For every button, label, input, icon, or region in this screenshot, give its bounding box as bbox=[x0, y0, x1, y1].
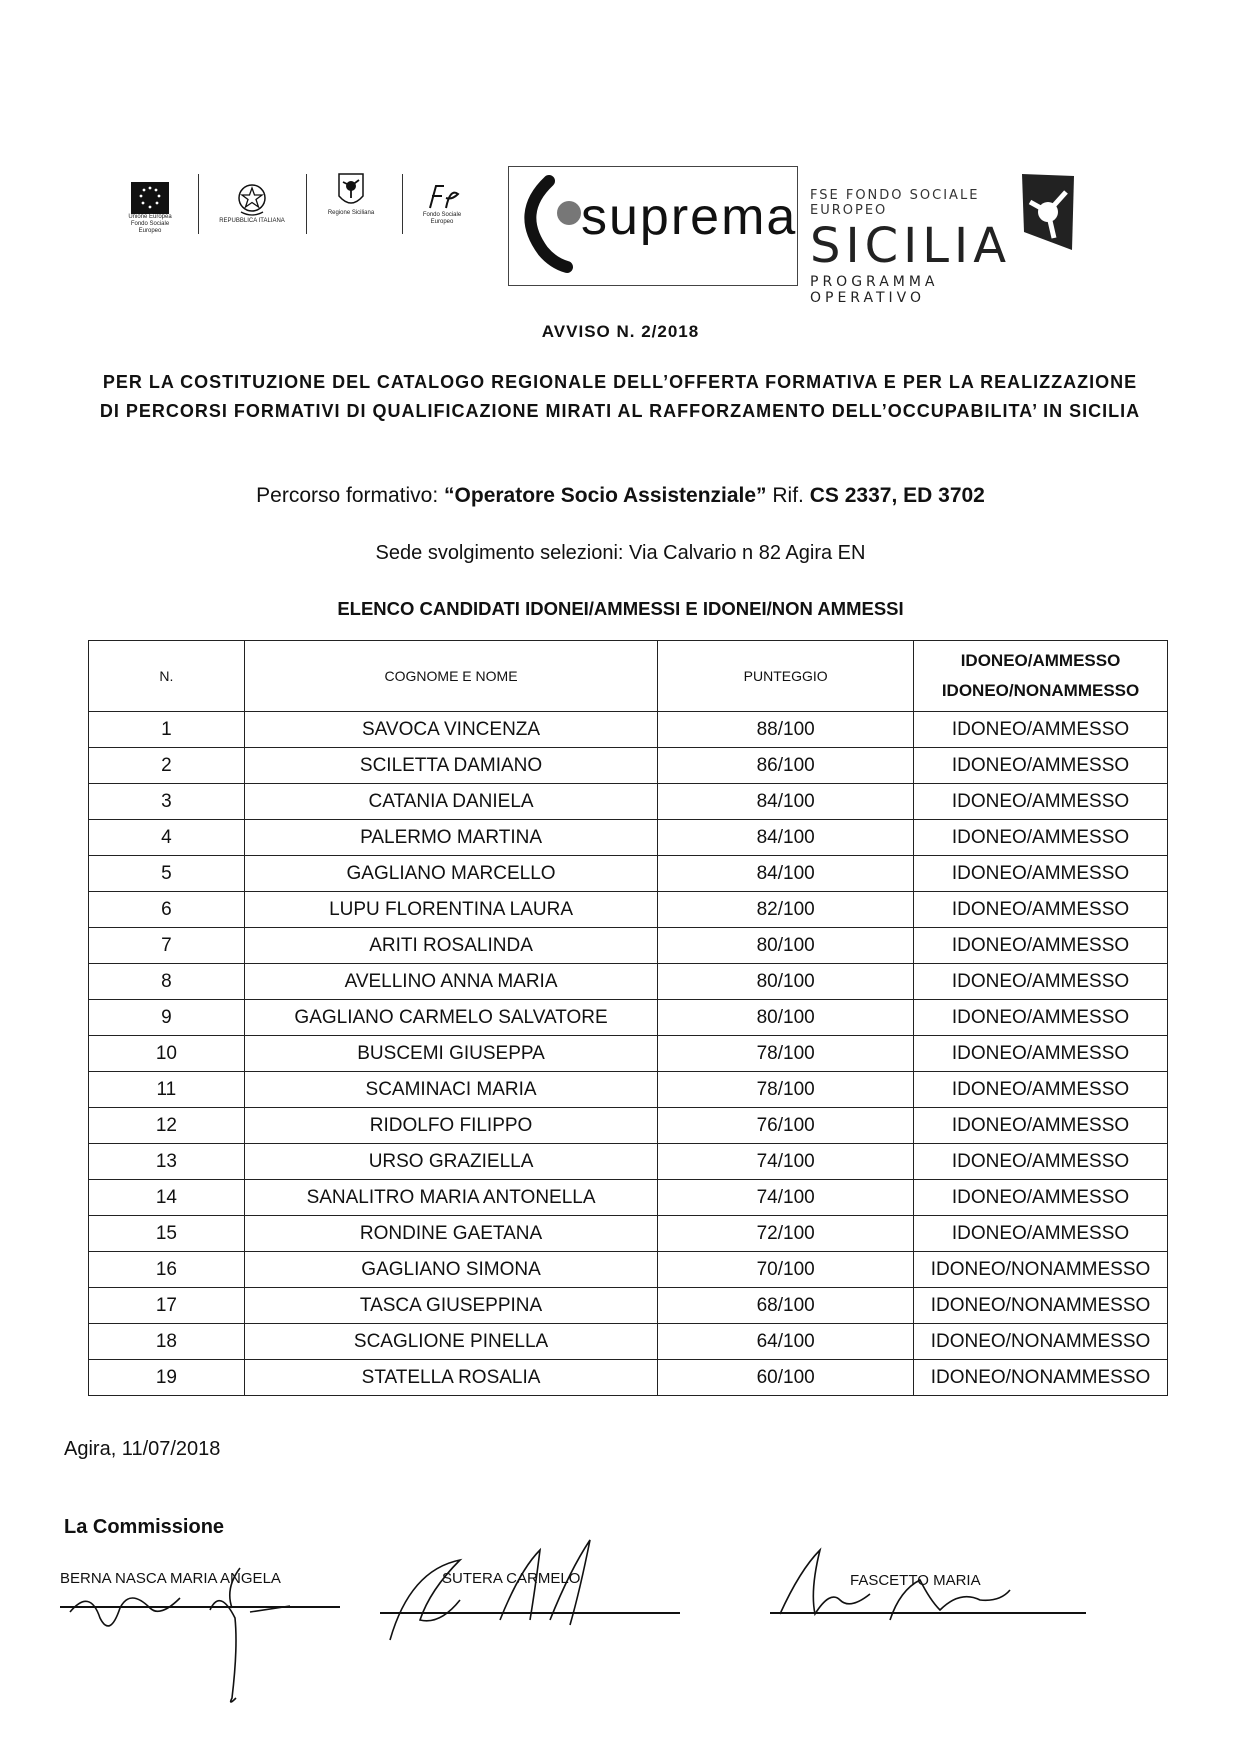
trinacria-icon bbox=[1018, 172, 1076, 254]
fse-sicilia-logo bbox=[810, 170, 1012, 306]
cell-name: STATELLA ROSALIA bbox=[244, 1360, 658, 1396]
logo-divider bbox=[402, 174, 403, 234]
suprema-wordmark: suprema bbox=[581, 188, 798, 246]
cell-score: 84/100 bbox=[658, 784, 914, 820]
italian-republic-logo bbox=[212, 180, 292, 225]
table-row bbox=[89, 1180, 1168, 1216]
cell-status: IDONEO/AMMESSO bbox=[914, 892, 1168, 928]
signature-block-3 bbox=[770, 1530, 1090, 1650]
cell-score: 78/100 bbox=[658, 1036, 914, 1072]
cell-name: GAGLIANO SIMONA bbox=[244, 1252, 658, 1288]
suprema-logo bbox=[508, 166, 798, 286]
sicily-region-caption: Regione Siciliana bbox=[327, 210, 375, 216]
cell-name: RIDOLFO FILIPPO bbox=[244, 1108, 658, 1144]
table-row bbox=[89, 1324, 1168, 1360]
fse-logo-caption: Fondo Sociale Europeo bbox=[422, 212, 462, 225]
cell-status: IDONEO/AMMESSO bbox=[914, 820, 1168, 856]
cell-number: 16 bbox=[89, 1252, 245, 1288]
table-row bbox=[89, 1072, 1168, 1108]
handwritten-signature-icon bbox=[370, 1530, 680, 1650]
cell-number: 4 bbox=[89, 820, 245, 856]
table-row bbox=[89, 1000, 1168, 1036]
cell-name: PALERMO MARTINA bbox=[244, 820, 658, 856]
logo-divider bbox=[306, 174, 307, 234]
table-row bbox=[89, 1144, 1168, 1180]
cell-name: AVELLINO ANNA MARIA bbox=[244, 964, 658, 1000]
header-score: PUNTEGGIO bbox=[658, 641, 914, 712]
signature-block-2 bbox=[370, 1530, 680, 1650]
cell-status: IDONEO/AMMESSO bbox=[914, 1036, 1168, 1072]
fse-logo bbox=[412, 182, 472, 226]
cell-name: GAGLIANO CARMELO SALVATORE bbox=[244, 1000, 658, 1036]
cell-score: 60/100 bbox=[658, 1360, 914, 1396]
cell-status: IDONEO/NONAMMESSO bbox=[914, 1360, 1168, 1396]
course-line bbox=[0, 484, 1241, 508]
cell-number: 15 bbox=[89, 1216, 245, 1252]
cell-score: 78/100 bbox=[658, 1072, 914, 1108]
cell-score: 88/100 bbox=[658, 712, 914, 748]
cell-score: 64/100 bbox=[658, 1324, 914, 1360]
cell-number: 6 bbox=[89, 892, 245, 928]
cell-number: 5 bbox=[89, 856, 245, 892]
cell-number: 18 bbox=[89, 1324, 245, 1360]
cell-status: IDONEO/NONAMMESSO bbox=[914, 1252, 1168, 1288]
sicily-region-emblem-icon bbox=[337, 172, 365, 210]
table-row bbox=[89, 892, 1168, 928]
table-body bbox=[89, 712, 1168, 1396]
cell-number: 12 bbox=[89, 1108, 245, 1144]
table-row bbox=[89, 1036, 1168, 1072]
cell-number: 7 bbox=[89, 928, 245, 964]
cell-status: IDONEO/AMMESSO bbox=[914, 1108, 1168, 1144]
cell-status: IDONEO/NONAMMESSO bbox=[914, 1288, 1168, 1324]
table-row bbox=[89, 784, 1168, 820]
cell-score: 82/100 bbox=[658, 892, 914, 928]
cell-name: SANALITRO MARIA ANTONELLA bbox=[244, 1180, 658, 1216]
signature-block-1 bbox=[60, 1548, 340, 1708]
course-label: Percorso formativo: bbox=[256, 484, 439, 507]
cell-name: ARITI ROSALINDA bbox=[244, 928, 658, 964]
eu-logo bbox=[120, 182, 180, 235]
cell-score: 80/100 bbox=[658, 928, 914, 964]
cell-status: IDONEO/AMMESSO bbox=[914, 1072, 1168, 1108]
candidates-table bbox=[88, 640, 1168, 1396]
cell-name: TASCA GIUSEPPINA bbox=[244, 1288, 658, 1324]
table-row bbox=[89, 1108, 1168, 1144]
cell-status: IDONEO/AMMESSO bbox=[914, 784, 1168, 820]
commission-label: La Commissione bbox=[64, 1516, 225, 1538]
table-row bbox=[89, 1288, 1168, 1324]
notice-title: AVVISO N. 2/2018 bbox=[541, 322, 700, 341]
cell-score: 70/100 bbox=[658, 1252, 914, 1288]
cell-score: 84/100 bbox=[658, 820, 914, 856]
cell-score: 68/100 bbox=[658, 1288, 914, 1324]
cell-name: CATANIA DANIELA bbox=[244, 784, 658, 820]
cell-number: 9 bbox=[89, 1000, 245, 1036]
sicilia-wordmark: SICILIA bbox=[810, 218, 1012, 274]
cell-number: 8 bbox=[89, 964, 245, 1000]
cell-number: 13 bbox=[89, 1144, 245, 1180]
cell-name: RONDINE GAETANA bbox=[244, 1216, 658, 1252]
logo-strip bbox=[120, 160, 1120, 306]
cell-score: 74/100 bbox=[658, 1144, 914, 1180]
fse-sicilia-caption: FSE FONDO SOCIALE EUROPEO bbox=[810, 188, 980, 218]
course-ref: CS 2337, ED 3702 bbox=[809, 484, 985, 507]
programma-operativo-text: PROGRAMMA OPERATIVO bbox=[810, 274, 939, 306]
italian-republic-emblem-icon bbox=[235, 180, 269, 218]
cell-number: 14 bbox=[89, 1180, 245, 1216]
cell-number: 11 bbox=[89, 1072, 245, 1108]
table-row bbox=[89, 1360, 1168, 1396]
cell-name: SAVOCA VINCENZA bbox=[244, 712, 658, 748]
header-status-admitted: IDONEO/AMMESSO bbox=[960, 651, 1121, 670]
header-status bbox=[914, 641, 1168, 712]
eu-flag-icon bbox=[131, 182, 169, 214]
header-status-not-admitted: IDONEO/NONAMMESSO bbox=[941, 681, 1140, 700]
cell-name: GAGLIANO MARCELLO bbox=[244, 856, 658, 892]
cell-number: 1 bbox=[89, 712, 245, 748]
cell-name: LUPU FLORENTINA LAURA bbox=[244, 892, 658, 928]
cell-score: 80/100 bbox=[658, 1000, 914, 1036]
cell-score: 84/100 bbox=[658, 856, 914, 892]
cell-status: IDONEO/AMMESSO bbox=[914, 856, 1168, 892]
table-row bbox=[89, 856, 1168, 892]
cell-status: IDONEO/AMMESSO bbox=[914, 1180, 1168, 1216]
cell-status: IDONEO/AMMESSO bbox=[914, 1144, 1168, 1180]
signatory-name: BERNA NASCA MARIA ANGELA bbox=[60, 1570, 281, 1587]
cell-number: 10 bbox=[89, 1036, 245, 1072]
header-number: N. bbox=[89, 641, 245, 712]
cell-status: IDONEO/AMMESSO bbox=[914, 712, 1168, 748]
cell-name: URSO GRAZIELLA bbox=[244, 1144, 658, 1180]
cell-name: SCAMINACI MARIA bbox=[244, 1072, 658, 1108]
eu-logo-caption: Unione Europea Fondo Sociale Europeo bbox=[128, 214, 172, 234]
table-row bbox=[89, 928, 1168, 964]
table-row bbox=[89, 820, 1168, 856]
cell-status: IDONEO/AMMESSO bbox=[914, 964, 1168, 1000]
cell-score: 80/100 bbox=[658, 964, 914, 1000]
italian-republic-caption: REPUBBLICA ITALIANA bbox=[219, 218, 285, 224]
sicily-region-logo bbox=[316, 172, 386, 217]
cell-score: 76/100 bbox=[658, 1108, 914, 1144]
cell-name: SCAGLIONE PINELLA bbox=[244, 1324, 658, 1360]
cell-status: IDONEO/NONAMMESSO bbox=[914, 1324, 1168, 1360]
signatory-name: FASCETTO MARIA bbox=[850, 1572, 981, 1589]
table-row bbox=[89, 712, 1168, 748]
handwritten-signature-icon bbox=[770, 1530, 1090, 1650]
course-name: “Operatore Socio Assistenziale” bbox=[444, 484, 767, 507]
fse-logo-icon bbox=[422, 182, 462, 212]
trinacria-logo bbox=[1018, 172, 1078, 259]
cell-name: BUSCEMI GIUSEPPA bbox=[244, 1036, 658, 1072]
cell-score: 86/100 bbox=[658, 748, 914, 784]
cell-status: IDONEO/AMMESSO bbox=[914, 748, 1168, 784]
cell-score: 74/100 bbox=[658, 1180, 914, 1216]
cell-number: 3 bbox=[89, 784, 245, 820]
cell-name: SCILETTA DAMIANO bbox=[244, 748, 658, 784]
cell-status: IDONEO/AMMESSO bbox=[914, 928, 1168, 964]
table-row bbox=[89, 964, 1168, 1000]
venue-line: Sede svolgimento selezioni: Via Calvario n 82 Agira EN bbox=[375, 542, 866, 564]
logo-divider bbox=[198, 174, 199, 234]
table-row bbox=[89, 1252, 1168, 1288]
table-row bbox=[89, 748, 1168, 784]
cell-status: IDONEO/AMMESSO bbox=[914, 1216, 1168, 1252]
handwritten-signature-icon bbox=[60, 1548, 340, 1708]
cell-number: 17 bbox=[89, 1288, 245, 1324]
document-date: Agira, 11/07/2018 bbox=[64, 1438, 221, 1460]
cell-number: 19 bbox=[89, 1360, 245, 1396]
header-name: COGNOME E NOME bbox=[244, 641, 658, 712]
cell-number: 2 bbox=[89, 748, 245, 784]
course-ref-label: Rif. bbox=[772, 484, 804, 507]
list-title: ELENCO CANDIDATI IDONEI/AMMESSI E IDONEI/NON AMMESSI bbox=[337, 598, 904, 619]
signatory-name: SUTERA CARMELO bbox=[442, 1570, 581, 1587]
cell-status: IDONEO/AMMESSO bbox=[914, 1000, 1168, 1036]
notice-subtitle: PER LA COSTITUZIONE DEL CATALOGO REGIONALE DELL’OFFERTA FORMATIVA E PER LA REALIZZAZIONE DI PERCORSI FORMATIVI DI QUALIFICAZIONE MIRATI AL RAFFORZAMENTO DELL’OCCUPABILITA’ IN SICILIA bbox=[99, 372, 1141, 421]
cell-score: 72/100 bbox=[658, 1216, 914, 1252]
table-header-row bbox=[89, 641, 1168, 712]
table-row bbox=[89, 1216, 1168, 1252]
